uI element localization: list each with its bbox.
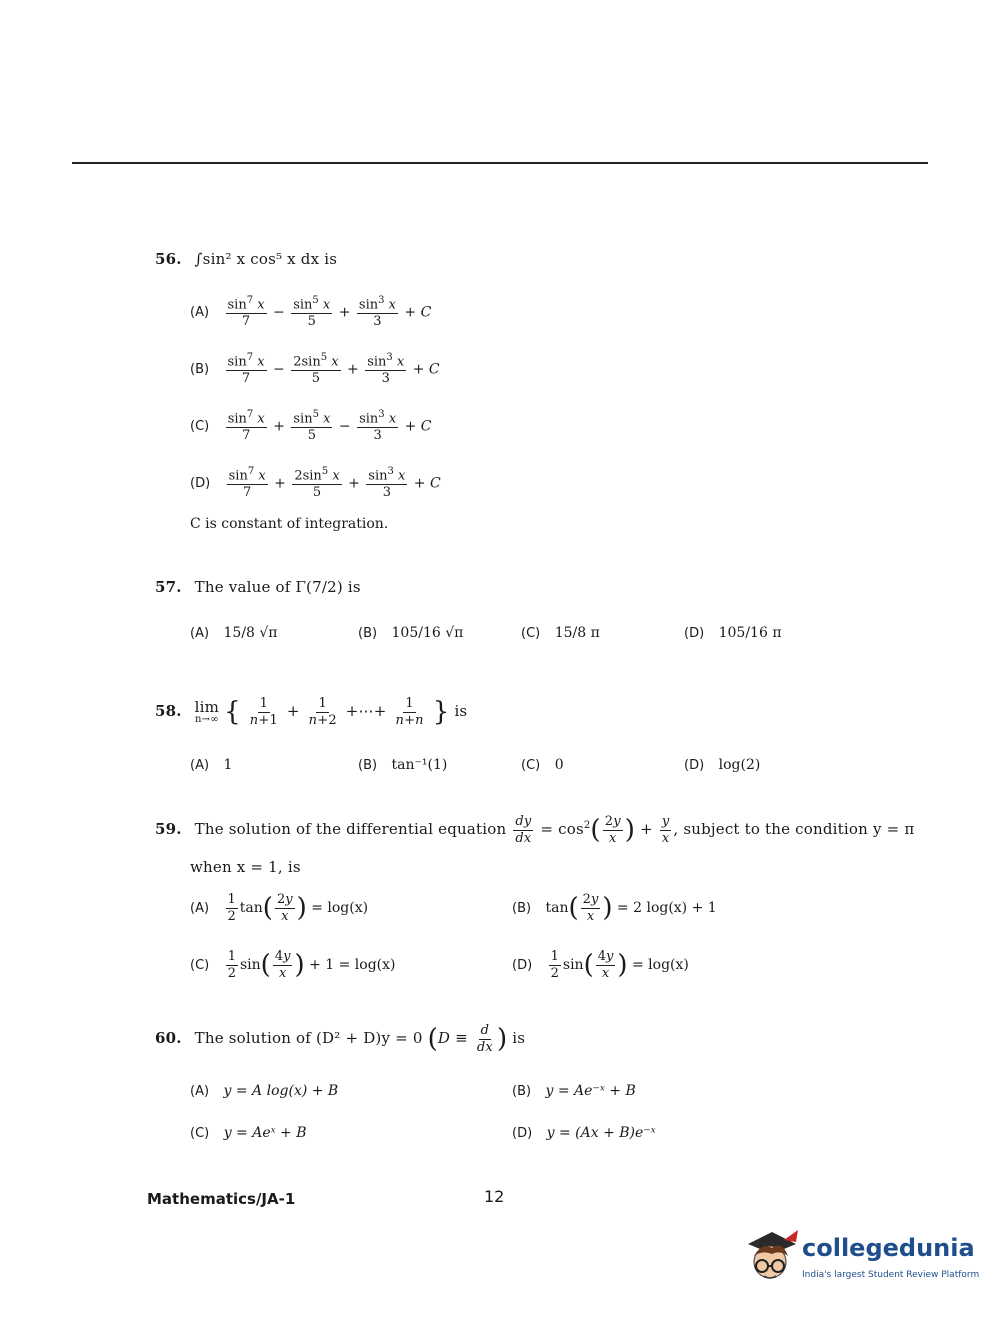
question-number: 60. [155,1029,182,1048]
option-text: y = Aeˣ + B [223,1125,307,1141]
option-text: 1 [223,757,233,773]
option-60-d [512,1125,656,1141]
question-59: 59. The solution of the differential equation $\frac{dy}{dx}$ = $\cos^2$( $\frac{2y}{x}$ ) + $\frac{y}{x}$ , subject to the condition y = π [155,814,915,846]
option-60-a [190,1083,338,1099]
option-label: (A) [190,758,210,773]
integration-note: C is constant of integration. [190,516,389,532]
question-58: 58. lim n→∞ { $\frac{1}{n+1}$ + $\frac{1}{n+2}$ +⋯+ $\frac{1}{n+n}$ } is [155,696,468,728]
option-text: 105/16 √π [391,625,464,641]
option-57-b [358,625,463,641]
option-label: (A) [190,901,210,917]
brand-name: collegedunia [802,1234,975,1262]
option-label: (B) [190,362,210,378]
option-text: + 1 = log(x) [309,957,396,974]
collegedunia-logo [742,1226,980,1296]
mascot-icon [742,1226,800,1288]
option-60-b [512,1083,636,1099]
option-text: y = Ae⁻ˣ + B [545,1083,636,1099]
limit-symbol: lim [194,697,220,716]
question-number: 58. [155,702,182,721]
header-rule [72,162,928,164]
option-label: (D) [512,1126,533,1141]
question-stem: The value of Γ(7/2) is [194,578,361,596]
option-text: = log(x) [311,900,369,917]
option-57-a [190,625,278,641]
question-number: 59. [155,820,182,839]
option-56-d: (D) $\frac{\sin^7 x}{7}$ + $\frac{2\sin^5 x}{5}$ + $\frac{\sin^3 x}{3}$ + C [190,466,441,500]
question-stem-end: is [454,702,468,721]
question-59-line2: when x = 1, is [190,858,301,876]
option-label: (D) [684,758,705,773]
option-label: (A) [190,305,210,321]
option-text: tan⁻¹(1) [391,757,448,773]
option-label: (C) [190,958,210,974]
option-label: (D) [512,958,533,974]
option-57-c [521,625,600,641]
option-text: 105/16 π [718,625,782,641]
option-59-d: (D) $\frac{1}{2}$ sin( $\frac{4y}{x}$ ) = log(x) [512,949,689,981]
option-58-a [190,757,232,773]
option-label: (C) [190,419,210,435]
option-58-b [358,757,447,773]
option-text: 0 [554,757,564,773]
option-text: y = (Ax + B)e⁻ˣ [546,1125,656,1141]
option-label: (D) [190,476,211,492]
option-text: = 2 log(x) + 1 [616,900,717,917]
option-text: = log(x) [631,957,689,974]
question-56 [155,250,337,268]
option-56-b: (B) $\frac{\sin^7 x}{7}$ − $\frac{2\sin^5 x}{5}$ + $\frac{\sin^3 x}{3}$ + C [190,352,440,386]
option-58-c [521,757,564,773]
option-59-a: (A) $\frac{1}{2}$ tan( $\frac{2y}{x}$ ) = log(x) [190,892,369,924]
option-59-b: (B) tan( $\frac{2y}{x}$ ) = 2 log(x) + 1 [512,892,717,924]
limit-subscript: n→∞ [195,713,219,725]
option-label: (D) [684,626,705,641]
subject-code: Mathematics/JA-1 [147,1190,296,1208]
option-text: 15/8 π [554,625,600,641]
option-56-c: (C) $\frac{\sin^7 x}{7}$ + $\frac{\sin^5 x}{5}$ − $\frac{\sin^3 x}{3}$ + C [190,409,432,443]
page-number: 12 [484,1187,505,1206]
option-56-a: (A) $\frac{\sin^7 x}{7}$ − $\frac{\sin^5 x}{5}$ + $\frac{\sin^3 x}{3}$ + C [190,295,432,329]
brand-tagline: India's largest Student Review Platform [802,1270,980,1280]
option-label: (C) [521,626,541,641]
option-label: (B) [358,626,378,641]
option-57-d [684,625,782,641]
option-label: (B) [358,758,378,773]
question-number: 57. [155,578,182,596]
option-text: y = A log(x) + B [223,1083,339,1099]
option-58-d [684,757,760,773]
option-label: (A) [190,626,210,641]
question-57 [155,578,361,596]
option-label: (B) [512,1084,532,1099]
question-stem: The solution of the differential equation [194,820,507,839]
question-stem-end: is [512,1029,526,1048]
option-label: (A) [190,1084,210,1099]
question-60: 60. The solution of (D² + D)y = 0 (D ≡ $\frac{d}{dx}$ ) is [155,1023,526,1055]
option-label: (B) [512,901,532,917]
option-60-c [190,1125,307,1141]
option-label: (C) [521,758,541,773]
option-label: (C) [190,1126,210,1141]
question-stem: ∫sin² x cos⁵ x dx is [194,250,338,268]
question-number: 56. [155,250,182,268]
option-text: log(2) [718,757,761,773]
question-condition: subject to the condition y = π [683,820,915,839]
question-stem: The solution of (D² + D)y = 0 [194,1029,423,1048]
option-text: 15/8 √π [223,625,278,641]
option-59-c: (C) $\frac{1}{2}$ sin( $\frac{4y}{x}$ ) + 1 = log(x) [190,949,396,981]
